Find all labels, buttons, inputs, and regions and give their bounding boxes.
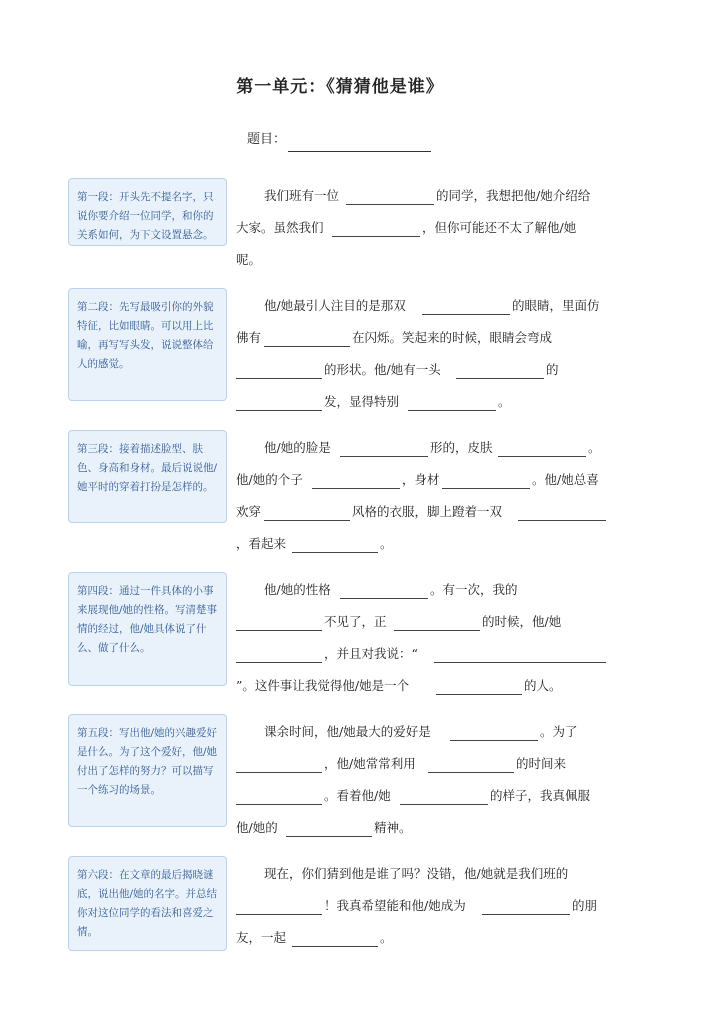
text-segment: 他/她的 <box>236 820 278 835</box>
fill-blank[interactable] <box>340 456 428 457</box>
fill-blank[interactable] <box>236 804 322 805</box>
text-segment: 的眼睛，里面仿 <box>512 298 600 313</box>
fill-blank[interactable] <box>236 772 322 773</box>
text-segment: 。 <box>380 536 393 551</box>
text-segment: 的朋 <box>572 898 598 913</box>
fill-blank[interactable] <box>450 740 538 741</box>
text-segment: 的同学，我想把他/她介绍给 <box>436 188 591 203</box>
text-segment: 在闪烁。笑起来的时候，眼睛会弯成 <box>352 330 553 345</box>
note-text: 第五段：写出他/她的兴趣爱好是什么。为了这个爱好，他/她付出了怎样的努力？可以描写一个练习的场景。 <box>77 727 218 796</box>
text-segment: 风格的衣服，脚上蹬着一双 <box>352 504 503 519</box>
text-segment: 。他/她总喜 <box>532 472 599 487</box>
fill-blank[interactable] <box>236 378 322 379</box>
fill-blank[interactable] <box>456 378 544 379</box>
note-text: 第四段：通过一件具体的小事来展现他/她的性格。写清楚事情的经过，他/她具体说了什么、做了什么。 <box>77 585 218 654</box>
page-title: 第一单元：《猜猜他是谁》 <box>236 77 444 97</box>
fill-blank[interactable] <box>332 236 420 237</box>
fill-blank[interactable] <box>442 488 530 489</box>
text-segment: 的样子，我真佩服 <box>490 788 591 803</box>
text-segment: 。 <box>498 394 511 409</box>
text-segment: ，他/她常常利用 <box>324 756 416 771</box>
fill-blank[interactable] <box>346 204 434 205</box>
text-segment: 他/她的个子 <box>236 472 303 487</box>
fill-blank[interactable] <box>482 914 570 915</box>
fill-blank[interactable] <box>340 598 428 599</box>
text-segment: 友，一起 <box>236 930 287 945</box>
fill-blank[interactable] <box>236 410 322 411</box>
fill-blank[interactable] <box>400 804 488 805</box>
text-segment: 。有一次，我的 <box>430 582 518 597</box>
text-segment: 大家。虽然我们 <box>236 220 324 235</box>
note-text: 第二段：先写最吸引你的外貌特征，比如眼睛。可以用上比喻，再写写头发，说说整体给人的感觉。 <box>77 301 214 370</box>
fill-blank[interactable] <box>394 630 480 631</box>
text-segment: 的时间来 <box>516 756 567 771</box>
text-segment: 不见了，正 <box>324 614 387 629</box>
text-segment: 形的，皮肤 <box>430 440 493 455</box>
text-segment: 的 <box>546 362 559 377</box>
text-segment: 呢。 <box>236 252 262 267</box>
note-text: 第三段：接着描述脸型、肤色、身高和身材。最后说说他/她平时的穿着打扮是怎样的。 <box>77 443 218 493</box>
fill-blank[interactable] <box>312 488 400 489</box>
note-text: 第六段：在文章的最后揭晓谜底，说出他/她的名字。并总结你对这位同学的看法和喜爱之情。 <box>77 869 218 938</box>
text-segment: 他/她的脸是 <box>264 440 331 455</box>
text-segment: ，看起来 <box>236 536 287 551</box>
text-segment: 欢穿 <box>236 504 262 519</box>
text-segment: 的形状。他/她有一头 <box>324 362 441 377</box>
fill-blank[interactable] <box>292 946 378 947</box>
fill-blank[interactable] <box>428 772 514 773</box>
fill-blank[interactable] <box>236 630 322 631</box>
fill-blank[interactable] <box>236 662 322 663</box>
fill-blank[interactable] <box>498 456 586 457</box>
text-segment: ”。这件事让我觉得他/她是一个 <box>236 678 410 693</box>
text-segment: 课余时间，他/她最大的爱好是 <box>264 724 431 739</box>
note-paragraph-5 <box>68 714 227 827</box>
text-segment: 我们班有一位 <box>264 188 340 203</box>
text-segment: ，并且对我说：“ <box>324 646 418 661</box>
text-segment: 。 <box>380 930 393 945</box>
text-segment: 的人。 <box>524 678 562 693</box>
fill-blank[interactable] <box>236 914 322 915</box>
note-paragraph-2 <box>68 288 227 401</box>
note-text: 第一段：开头先不提名字，只说你要介绍一位同学，和你的关系如何，为下文设置悬念。 <box>77 191 214 241</box>
text-segment: ，身材 <box>402 472 440 487</box>
text-segment: 他/她最引人注目的是那双 <box>264 298 406 313</box>
topic-blank[interactable] <box>288 151 431 152</box>
fill-blank[interactable] <box>292 552 378 553</box>
text-segment: 他/她的性格 <box>264 582 331 597</box>
fill-blank[interactable] <box>264 520 350 521</box>
text-segment: 。看着他/她 <box>324 788 391 803</box>
fill-blank[interactable] <box>408 410 496 411</box>
note-paragraph-4 <box>68 572 227 686</box>
text-segment: 。为了 <box>540 724 578 739</box>
fill-blank[interactable] <box>264 346 350 347</box>
fill-blank[interactable] <box>422 314 510 315</box>
text-segment: 的时候，他/她 <box>482 614 562 629</box>
fill-blank[interactable] <box>436 694 522 695</box>
text-segment: 佛有 <box>236 330 262 345</box>
text-segment: 现在，你们猜到他是谁了吗？没错，他/她就是我们班的 <box>264 866 569 881</box>
fill-blank[interactable] <box>518 520 606 521</box>
text-segment: ！我真希望能和他/她成为 <box>324 898 466 913</box>
text-segment: 。 <box>588 440 601 455</box>
text-segment: ，但你可能还不太了解他/她 <box>422 220 577 235</box>
note-paragraph-6 <box>68 856 227 951</box>
fill-blank[interactable] <box>286 836 372 837</box>
topic-label: 题目： <box>247 132 287 147</box>
note-paragraph-1 <box>68 178 227 246</box>
text-segment: 精神。 <box>374 820 412 835</box>
fill-blank[interactable] <box>434 662 606 663</box>
text-segment: 发，显得特别 <box>324 394 400 409</box>
note-paragraph-3 <box>68 430 227 523</box>
